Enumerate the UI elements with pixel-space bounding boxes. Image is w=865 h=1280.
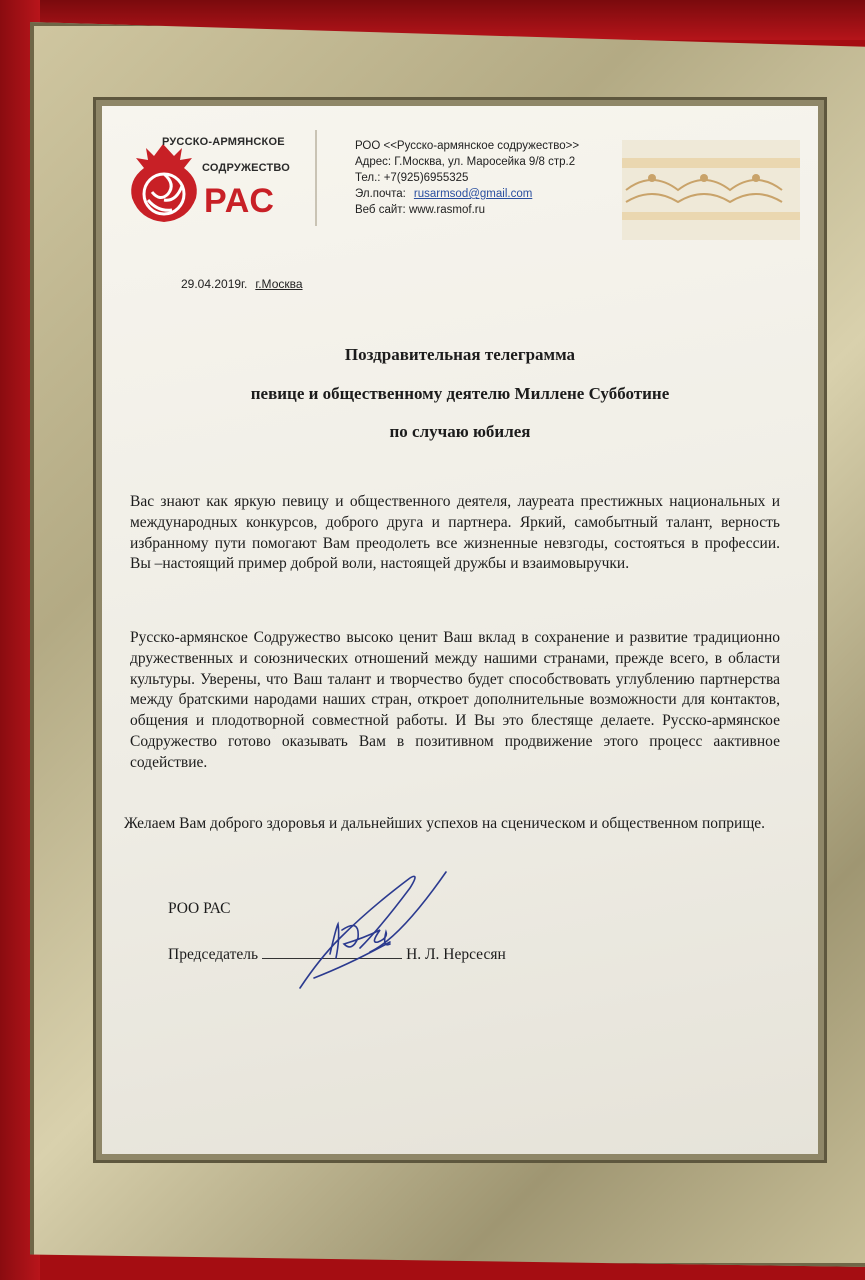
title-line-3: по случаю юбилея: [389, 422, 531, 441]
signatory-role: Председатель: [168, 946, 259, 963]
letter-city: г.Москва: [255, 277, 303, 291]
date-location: [181, 277, 303, 291]
contact-website: Веб сайт: www.rasmof.ru: [355, 204, 485, 216]
decorative-ornament-icon: [622, 140, 800, 240]
contact-address: Адрес: Г.Москва, ул. Маросейка 9/8 стр.2: [355, 156, 576, 168]
header-divider: [315, 130, 317, 226]
org-logo: [124, 130, 314, 222]
org-name-line2: СОДРУЖЕСТВО: [202, 162, 291, 174]
body-paragraph-3: Желаем Вам доброго здоровья и дальнейших успехов на сценическом и общественном поприще.: [124, 815, 766, 832]
contact-email-label: Эл.почта:: [355, 188, 406, 200]
body-paragraph-2: Русско-армянское Содружество высоко ценит Ваш вклад в сохранение и развитие традиционно дружественных и союзнических отношений между нашими странами, прежде всего, в области культуры. Уверены, что Ваш талант и творчество будет способствовать углублению партнерства между братскими народами наших стран, откроет дополнительные возможности для контактов, общения и плодотворной совместной работы. И Вы это блестяще делаете. Русско-армянское Содружество готово оказывать Вам в позитивном продвижение этого процесс аактивное содействие.: [130, 629, 780, 771]
title-line-1: Поздравительная телеграмма: [344, 345, 576, 364]
signatory-org: РОО РАС: [168, 900, 231, 917]
handwritten-signature-icon: [260, 868, 460, 998]
org-name-line1: РУССКО-АРМЯНСКОЕ: [162, 136, 285, 148]
title-line-2: певице и общественному деятелю Миллене Субботине: [250, 384, 670, 403]
org-abbreviation: РАС: [204, 182, 275, 220]
contact-email-link[interactable]: rusarmsod@gmail.com: [413, 188, 533, 200]
contact-org: РОО <<Русско-армянское содружество>>: [355, 140, 580, 152]
contact-phone: Тел.: +7(925)6955325: [355, 172, 469, 184]
contact-block: [355, 138, 579, 218]
pomegranate-logo-icon: [124, 140, 202, 224]
signatory-name: Н. Л. Нерсесян: [406, 946, 506, 963]
contact-email-row: [355, 186, 579, 202]
body-paragraph-1: Вас знают как яркую певицу и общественного деятеля, лауреата престижных национальных и международных конкурсов, доброго друга и партнера. Яркий, самобытный талант, верность избранному пути помогают Вам преодолеть все жизненные невзгоды, состояться в профессии. Вы –настоящий пример доброй воли, настоящей дружбы и взаимовыручки.: [130, 493, 780, 573]
letter-paper: [102, 106, 818, 1154]
letter-date: 29.04.2019г.: [181, 277, 248, 291]
